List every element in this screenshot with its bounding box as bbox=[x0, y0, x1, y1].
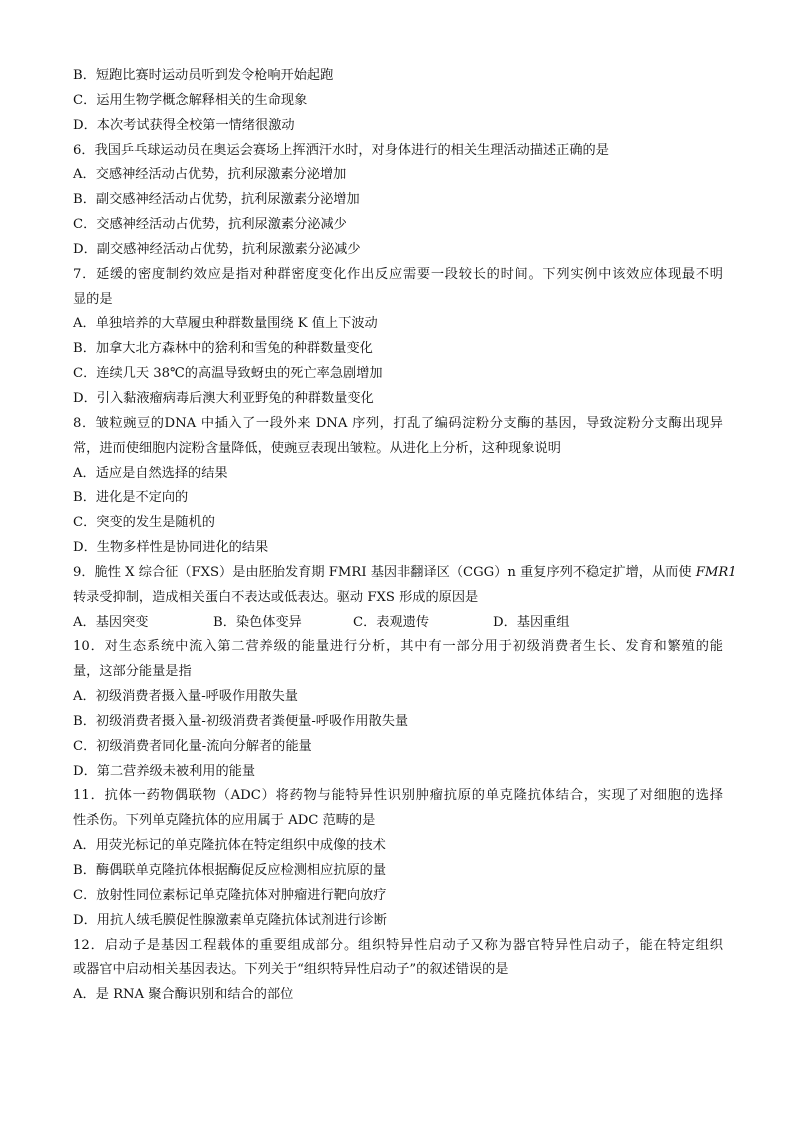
q9-option-d: D．基因重组 bbox=[493, 614, 570, 630]
q11-stem-line-2: 性杀伤。下列单克隆抗体的应用属于 ADC 范畴的是 bbox=[73, 813, 376, 829]
q7-option-b: B．加拿大北方森林中的猞利和雪兔的种群数量变化 bbox=[73, 341, 373, 357]
q12-stem-line-2: 或器官中启动相关基因表达。下列关于“组织特异性启动子”的叙述错误的是 bbox=[73, 962, 509, 978]
q8-option-b: B．进化是不定向的 bbox=[73, 490, 189, 506]
q8-stem-line-2: 常，进而使细胞内淀粉含量降低，使豌豆表现出皱粒。从进化上分析，这种现象说明 bbox=[73, 440, 561, 456]
q5-option-c: C．运用生物学概念解释相关的生命现象 bbox=[73, 92, 308, 108]
q9-option-c: C．表观遗传 bbox=[353, 614, 430, 630]
q10-stem-line-2: 量，这部分能量是指 bbox=[73, 664, 192, 680]
q7-option-d: D．引入黏液瘤病毒后澳大利亚野兔的种群数量变化 bbox=[73, 390, 374, 406]
q11-option-a: A．用荧光标记的单克隆抗体在特定组织中成像的技术 bbox=[73, 838, 386, 854]
q9-gene-name: FMR1 bbox=[695, 564, 737, 580]
q11-stem-line-1: 11．抗体一药物偶联物（ADC）将药物与能特异性识别肿瘤抗原的单克隆抗体结合，实现了对细胞的选择 bbox=[73, 788, 723, 804]
q7-stem-line-2: 显的是 bbox=[73, 291, 113, 307]
q11-option-b: B．酶偶联单克隆抗体根据酶促反应检测相应抗原的量 bbox=[73, 863, 387, 878]
q9-options-row bbox=[73, 611, 723, 636]
q11-option-d: D．用抗人绒毛膜促性腺激素单克隆抗体试剂进行诊断 bbox=[73, 912, 387, 928]
q7-stem-line-1: 7．延缓的密度制约效应是指对种群密度变化作出反应需要一段较长的时间。下列实例中该效应体现最不明 bbox=[73, 266, 723, 282]
q10-stem-line-1: 10．对生态系统中流入第二营养级的能量进行分析，其中有一部分用于初级消费者生长、发育和繁殖的能 bbox=[73, 639, 723, 655]
q7-option-c: C．连续几天 38℃的高温导致蚜虫的死亡率急剧增加 bbox=[73, 366, 383, 382]
exam-content bbox=[73, 64, 737, 1008]
q6-stem: 6．我国乒乓球运动员在奥运会赛场上挥洒汗水时，对身体进行的相关生理活动描述正确的是 bbox=[73, 142, 609, 158]
q9-option-b: B．染色体变异 bbox=[213, 614, 302, 630]
q9-option-a: A．基因突变 bbox=[73, 614, 149, 630]
q7-option-a: A．单独培养的大草履虫种群数量围绕 K 值上下波动 bbox=[73, 316, 378, 332]
q5-option-d: D．本次考试获得全校第一情绪很激动 bbox=[73, 117, 295, 133]
q10-option-b: B．初级消费者摄入量-初级消费者粪便量-呼吸作用散失量 bbox=[73, 713, 409, 729]
q10-option-d: D．第二营养级未被利用的能量 bbox=[73, 763, 256, 779]
q8-option-c: C．突变的发生是随机的 bbox=[73, 515, 215, 531]
q8-stem-line-1: 8．皱粒豌豆的DNA 中插入了一段外来 DNA 序列，打乱了编码淀粉分支酶的基因，导致淀粉分支酶出现异 bbox=[73, 415, 723, 431]
q12-stem-line-1: 12．启动子是基因工程载体的重要组成部分。组织特异性启动子又称为器官特异性启动子，能在特定组织 bbox=[73, 937, 723, 953]
q11-option-c: C．放射性同位素标记单克隆抗体对肿瘤进行靶向放疗 bbox=[73, 887, 387, 903]
q8-option-d: D．生物多样性是协同进化的结果 bbox=[73, 540, 269, 556]
q6-option-b: B．副交感神经活动占优势，抗利尿激素分泌增加 bbox=[73, 192, 360, 208]
q5-option-b: B．短跑比赛时运动员听到发令枪响开始起跑 bbox=[73, 68, 334, 83]
q6-option-d: D．副交感神经活动占优势，抗利尿激素分泌减少 bbox=[73, 241, 361, 257]
q9-stem-line-1 bbox=[73, 561, 737, 586]
q12-option-a: A．是 RNA 聚合酶识别和结合的部位 bbox=[73, 987, 294, 1003]
q6-option-c: C．交感神经活动占优势，抗利尿激素分泌减少 bbox=[73, 217, 347, 233]
q8-option-a: A．适应是自然选择的结果 bbox=[73, 465, 228, 481]
q10-option-c: C．初级消费者同化量-流向分解者的能量 bbox=[73, 738, 312, 754]
q9-stem-text: 9．脆性 X 综合征（FXS）是由胚胎发育期 FMRI 基因非翻译区（CGG）n 重复序列不稳定扩增，从而使 bbox=[73, 564, 696, 580]
q6-option-a: A．交感神经活动占优势，抗利尿激素分泌增加 bbox=[73, 167, 347, 183]
q9-stem-line-2: 转录受抑制，造成相关蛋白不表达或低表达。驱动 FXS 形成的原因是 bbox=[73, 589, 479, 605]
q10-option-a: A．初级消费者摄入量-呼吸作用散失量 bbox=[73, 689, 298, 705]
